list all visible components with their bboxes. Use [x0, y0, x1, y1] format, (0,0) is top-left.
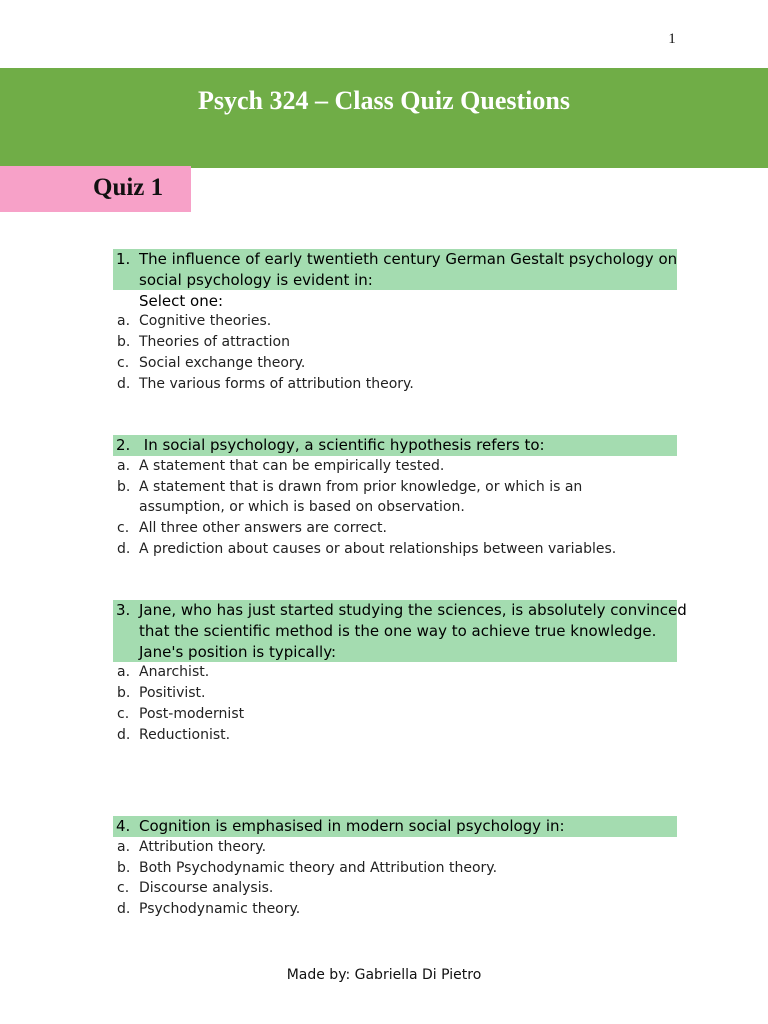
option-letter: b. [117, 859, 131, 876]
answer-option-c [113, 878, 677, 899]
option-letter: d. [117, 726, 131, 743]
page-number: 1 [668, 31, 676, 47]
option-letter: a. [117, 457, 131, 474]
question-3 [113, 600, 687, 746]
answer-option-a [113, 662, 677, 683]
question-2 [113, 435, 677, 560]
select-one-prompt: Select one: [139, 291, 224, 310]
answer-option-c [113, 353, 677, 374]
option-letter: c. [117, 880, 130, 897]
option-text: Cognitive theories. [139, 313, 272, 330]
option-letter: b. [117, 334, 131, 351]
option-text: assumption, or which is based on observation. [139, 499, 465, 516]
question-line [113, 600, 687, 621]
option-letter: a. [117, 838, 131, 855]
question-text: The influence of early twentieth century German Gestalt psychology on [139, 250, 678, 268]
quiz-tab [0, 166, 191, 212]
option-text: A prediction about causes or about relationships between variables. [139, 540, 617, 557]
option-letter: c. [117, 705, 130, 722]
option-text: Positivist. [139, 685, 206, 702]
question-text: social psychology is evident in: [139, 270, 373, 289]
question-line [113, 291, 677, 312]
question-line [113, 621, 677, 642]
option-text: Discourse analysis. [139, 880, 274, 897]
option-text: Both Psychodynamic theory and Attribution theory. [139, 859, 498, 876]
answer-option-a [113, 311, 677, 332]
question-text: Jane's position is typically: [139, 642, 337, 661]
answer-option-a [113, 456, 677, 477]
answer-option-b [113, 858, 677, 879]
option-letter: d. [117, 540, 131, 557]
answer-option-c [113, 518, 677, 539]
option-letter: b. [117, 478, 131, 495]
option-text: A statement that can be empirically tested. [139, 457, 445, 474]
option-text: Attribution theory. [139, 838, 267, 855]
option-letter: d. [117, 901, 131, 918]
option-text: All three other answers are correct. [139, 520, 387, 537]
option-text: The various forms of attribution theory. [139, 375, 414, 392]
question-1 [113, 249, 677, 395]
option-text: Psychodynamic theory. [139, 901, 301, 918]
option-text: Post-modernist [139, 705, 245, 722]
option-letter: d. [117, 375, 131, 392]
option-text: Reductionist. [139, 726, 231, 743]
answer-option-b-continuation [113, 497, 677, 518]
title-banner [0, 68, 768, 168]
quiz-label: Quiz 1 [93, 174, 164, 201]
option-letter: a. [117, 664, 131, 681]
question-line [113, 642, 677, 663]
answer-option-a [113, 837, 677, 858]
question-number: 4. [116, 817, 131, 835]
footer-credit: Made by: Gabriella Di Pietro [286, 967, 482, 983]
option-letter: c. [117, 354, 130, 371]
answer-option-b [113, 477, 677, 498]
answer-option-d [113, 725, 677, 746]
option-letter: b. [117, 685, 131, 702]
option-text: Theories of attraction [139, 334, 290, 351]
question-text: that the scientific method is the one way to achieve true knowledge. [139, 621, 657, 640]
question-number: 3. [116, 601, 131, 619]
question-number: 1. [116, 250, 131, 268]
answer-option-b [113, 332, 677, 353]
option-text: A statement that is drawn from prior knowledge, or which is an [139, 478, 583, 495]
answer-option-d [113, 374, 677, 395]
option-text: Social exchange theory. [139, 354, 306, 371]
question-text: Jane, who has just started studying the sciences, is absolutely convinced [139, 601, 687, 619]
question-line [113, 816, 677, 837]
question-line [113, 435, 677, 456]
option-letter: c. [117, 520, 130, 537]
answer-option-d [113, 899, 677, 920]
answer-option-b [113, 683, 677, 704]
question-number: 2. [116, 436, 131, 454]
answer-option-d [113, 539, 677, 560]
question-line [113, 249, 677, 270]
question-text: Cognition is emphasised in modern social psychology in: [139, 817, 565, 835]
answer-option-c [113, 704, 677, 725]
option-text: Anarchist. [139, 664, 210, 681]
question-text: In social psychology, a scientific hypothesis refers to: [139, 436, 545, 454]
page-title: Psych 324 – Class Quiz Questions [198, 86, 570, 115]
question-line [113, 270, 677, 291]
question-4 [113, 816, 677, 920]
option-letter: a. [117, 313, 131, 330]
